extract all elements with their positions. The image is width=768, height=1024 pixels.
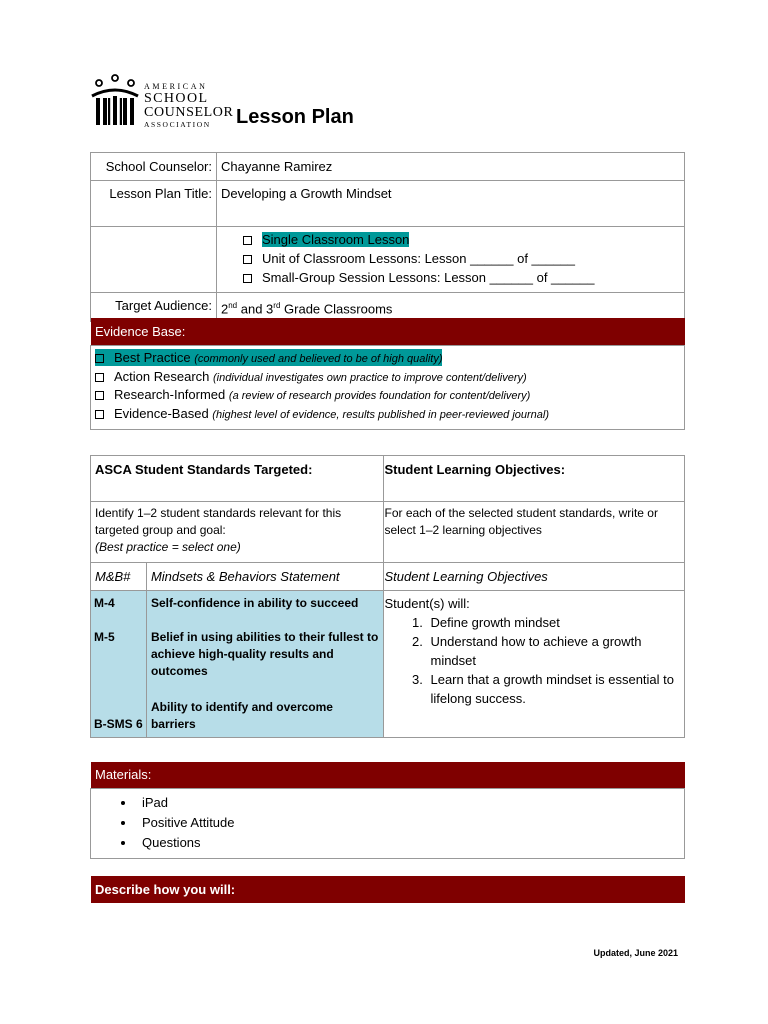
standard-statement: Ability to identify and overcome barriers [150, 700, 333, 731]
evidence-base-header: Evidence Base: [91, 318, 685, 345]
lesson-type-label [91, 227, 217, 293]
objectives-header: Student Learning Objectives: [384, 456, 685, 502]
lesson-type-option[interactable] [243, 268, 680, 287]
material-item: • Positive Attitude [136, 813, 684, 833]
evidence-desc: (individual investigates own practice to improve content/delivery) [213, 371, 527, 384]
logo-line-3: COUNSELOR [144, 105, 234, 120]
lesson-type-options [217, 227, 685, 293]
objectives-instructions: For each of the selected student standards, write or select 1–2 learning objectives [384, 502, 685, 563]
standards-instructions: Identify 1–2 student standards relevant for this targeted group and goal: (Best practice = select one) [91, 502, 384, 563]
objective-item: 3. Learn that a growth mindset is essential to lifelong success. [426, 670, 680, 708]
col-code-header: M&B# [91, 563, 147, 591]
materials-box [90, 788, 685, 859]
material-item: • iPad [136, 793, 684, 813]
counselor-label: School Counselor: [91, 153, 217, 181]
evidence-name: Research-Informed [114, 387, 226, 402]
standards-table [90, 455, 685, 738]
lesson-type-text: Small-Group Session Lessons: Lesson ______ of ______ [262, 270, 595, 285]
checkbox-icon[interactable] [243, 236, 252, 245]
standard-code: M-4 [94, 596, 115, 610]
describe-header: Describe how you will: [91, 876, 685, 903]
checkbox-icon[interactable] [95, 391, 104, 400]
col-statement-header: Mindsets & Behaviors Statement [146, 563, 384, 591]
evidence-option[interactable] [91, 386, 684, 405]
asca-wordmark [144, 83, 233, 129]
material-item: • Questions [136, 833, 684, 853]
checkbox-icon[interactable] [95, 373, 104, 382]
plan-title-label: Lesson Plan Title: [91, 181, 217, 227]
standards-header: ASCA Student Standards Targeted: [91, 456, 384, 502]
standard-codes [91, 591, 147, 738]
materials-header: Materials: [91, 762, 685, 788]
evidence-desc: (commonly used and believed to be of high quality) [194, 353, 443, 365]
audience-label: Target Audience: [91, 293, 217, 322]
standard-statement: Belief in using abilities to their fullest to achieve high-quality results and outcomes [150, 630, 379, 678]
logo-line-2: SCHOOL [144, 91, 209, 106]
objective-item: 1. Define growth mindset [426, 613, 680, 632]
standard-code: M-5 [94, 630, 115, 644]
asca-columns-icon [90, 74, 140, 128]
objectives-intro: Student(s) will: [384, 596, 470, 611]
col-objectives-header: Student Learning Objectives [384, 563, 685, 591]
standard-statements [146, 591, 384, 738]
logo-line-1: AMERICAN [144, 82, 208, 91]
checkbox-icon[interactable] [243, 274, 252, 283]
lesson-type-text: Single Classroom Lesson [262, 232, 410, 247]
page-title: Lesson Plan [236, 106, 354, 128]
counselor-value: Chayanne Ramirez [217, 153, 685, 181]
lesson-type-option[interactable] [243, 249, 680, 268]
evidence-base-list [90, 345, 685, 430]
evidence-name: Action Research [114, 368, 210, 384]
lesson-type-text: Unit of Classroom Lessons: Lesson ______ of ______ [262, 251, 575, 266]
audience-value: 2nd and 3rd Grade Classrooms [217, 293, 685, 322]
lesson-type-option[interactable] [243, 230, 680, 249]
asca-logo [90, 74, 234, 129]
logo-line-4: ASSOCIATION [144, 120, 211, 129]
plan-title-value: Developing a Growth Mindset [217, 181, 685, 227]
learning-objectives [384, 591, 685, 738]
evidence-option[interactable] [91, 349, 684, 368]
lesson-info-table [90, 152, 685, 322]
checkbox-icon[interactable] [95, 410, 104, 419]
objectives-list [384, 613, 680, 708]
evidence-name: Evidence-Based [114, 405, 209, 421]
evidence-option[interactable] [91, 405, 684, 424]
evidence-name: Best Practice [114, 350, 191, 365]
standard-statement: Self-confidence in ability to succeed [150, 596, 359, 610]
evidence-option[interactable] [91, 368, 684, 387]
evidence-desc: (a review of research provides foundation for content/delivery) [228, 390, 531, 402]
updated-footer: Updated, June 2021 [593, 948, 678, 958]
materials-list [91, 793, 684, 853]
objective-item: 2. Understand how to achieve a growth mindset [426, 632, 680, 670]
checkbox-icon[interactable] [243, 255, 252, 264]
evidence-desc: (highest level of evidence, results published in peer-reviewed journal) [212, 408, 550, 421]
checkbox-icon[interactable] [95, 354, 104, 363]
standard-code: B-SMS 6 [94, 717, 143, 731]
